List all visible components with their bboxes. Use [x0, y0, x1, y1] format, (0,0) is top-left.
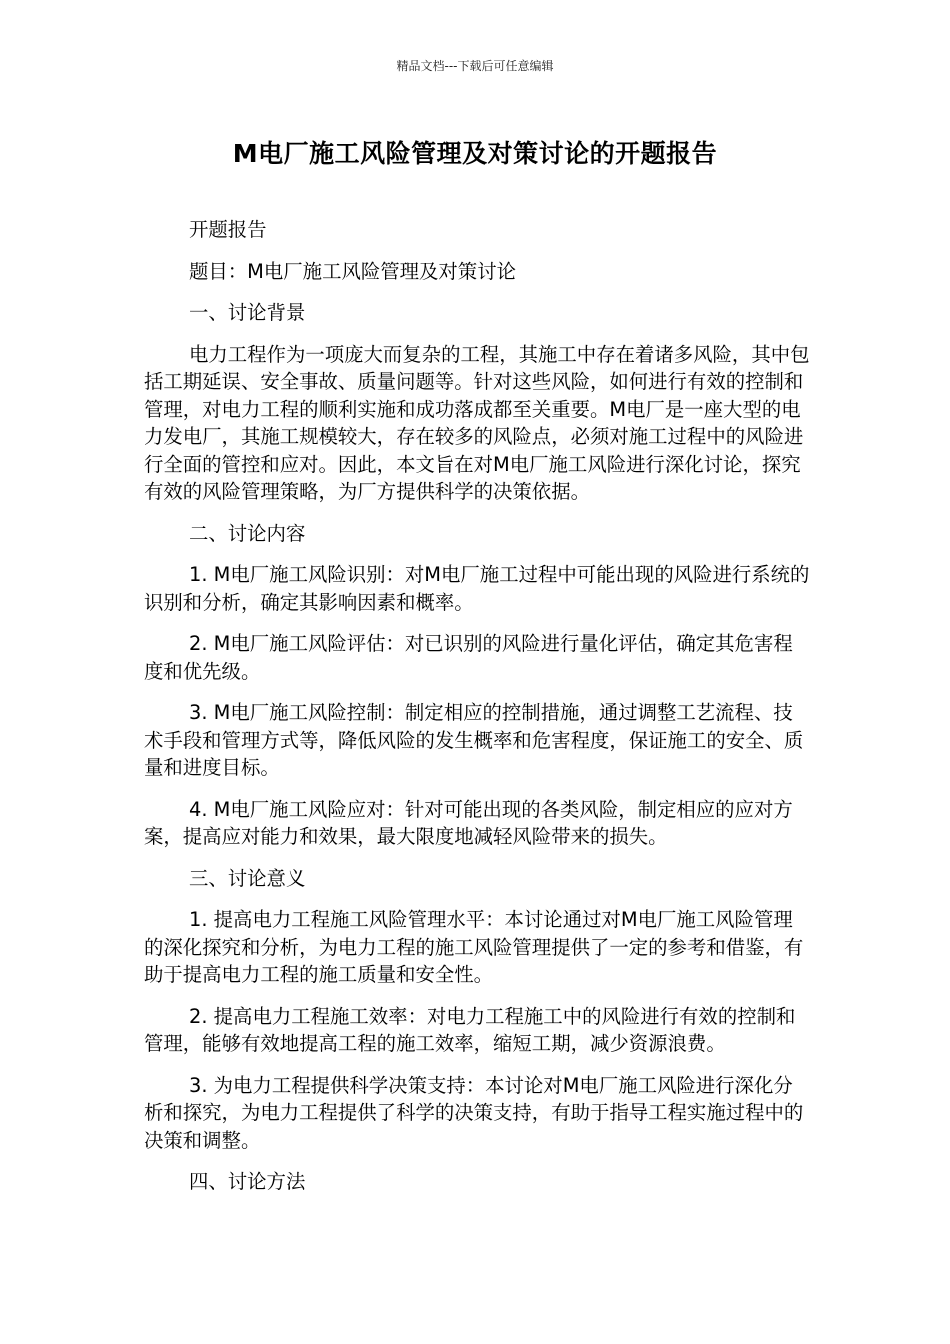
section-heading-significance: 三、讨论意义 — [189, 866, 306, 890]
document-title: M电厂施工风险管理及对策讨论的开题报告 — [232, 139, 718, 168]
significance-item-2: 2. 提高电力工程施工效率：对电力工程施工中的风险进行有效的控制和管理，能够有效地提高工程的施工效率，缩短工期，减少资源浪费。 — [144, 1004, 796, 1055]
significance-item-3: 3. 为电力工程提供科学决策支持：本讨论对M电厂施工风险进行深化分析和探究，为电力工程提供了科学的决策支持，有助于指导工程实施过程中的决策和调整。 — [144, 1073, 804, 1152]
content-item-1: 1. M电厂施工风险识别：对M电厂施工过程中可能出现的风险进行系统的识别和分析，确定其影响因素和概率。 — [144, 563, 810, 614]
content-item-2: 2. M电厂施工风险评估：对已识别的风险进行量化评估，确定其危害程度和优先级。 — [144, 632, 793, 683]
content-item-3: 3. M电厂施工风险控制：制定相应的控制措施，通过调整工艺流程、技术手段和管理方式等，降低风险的发生概率和危害程度，保证施工的安全、质量和进度目标。 — [144, 701, 804, 779]
section-heading-background: 一、讨论背景 — [189, 301, 306, 324]
document-body — [144, 216, 812, 1210]
label-report: 开题报告 — [189, 218, 267, 241]
background-paragraph: 电力工程作为一项庞大而复杂的工程，其施工中存在着诸多风险，其中包括工期延误、安全事故、质量问题等。针对这些风险，如何进行有效的控制和管理，对电力工程的顺利实施和成功落成都至关重要。M电厂是一座大型的电力发电厂，其施工规模较大，存在较多的风险点，必须对施工过程中的风险进行全面的管控和应对。因此，本文旨在对M电厂施工风险进行深化讨论，探究有效的风险管理策略，为厂方提供科学的决策依据。 — [144, 342, 810, 503]
section-heading-content: 二、讨论内容 — [189, 521, 306, 545]
section-heading-method: 四、讨论方法 — [189, 1170, 306, 1193]
header-watermark: 精品文档---下载后可任意编辑 — [396, 59, 554, 73]
content-item-4: 4. M电厂施工风险应对：针对可能出现的各类风险，制定相应的应对方案，提高应对能力和效果，最大限度地减轻风险带来的损失。 — [144, 797, 793, 848]
topic-line: 题目：M电厂施工风险管理及对策讨论 — [189, 259, 516, 283]
significance-item-1: 1. 提高电力工程施工风险管理水平：本讨论通过对M电厂施工风险管理的深化探究和分析，为电力工程的施工风险管理提供了一定的参考和借鉴，有助于提高电力工程的施工质量和安全性。 — [144, 908, 804, 986]
